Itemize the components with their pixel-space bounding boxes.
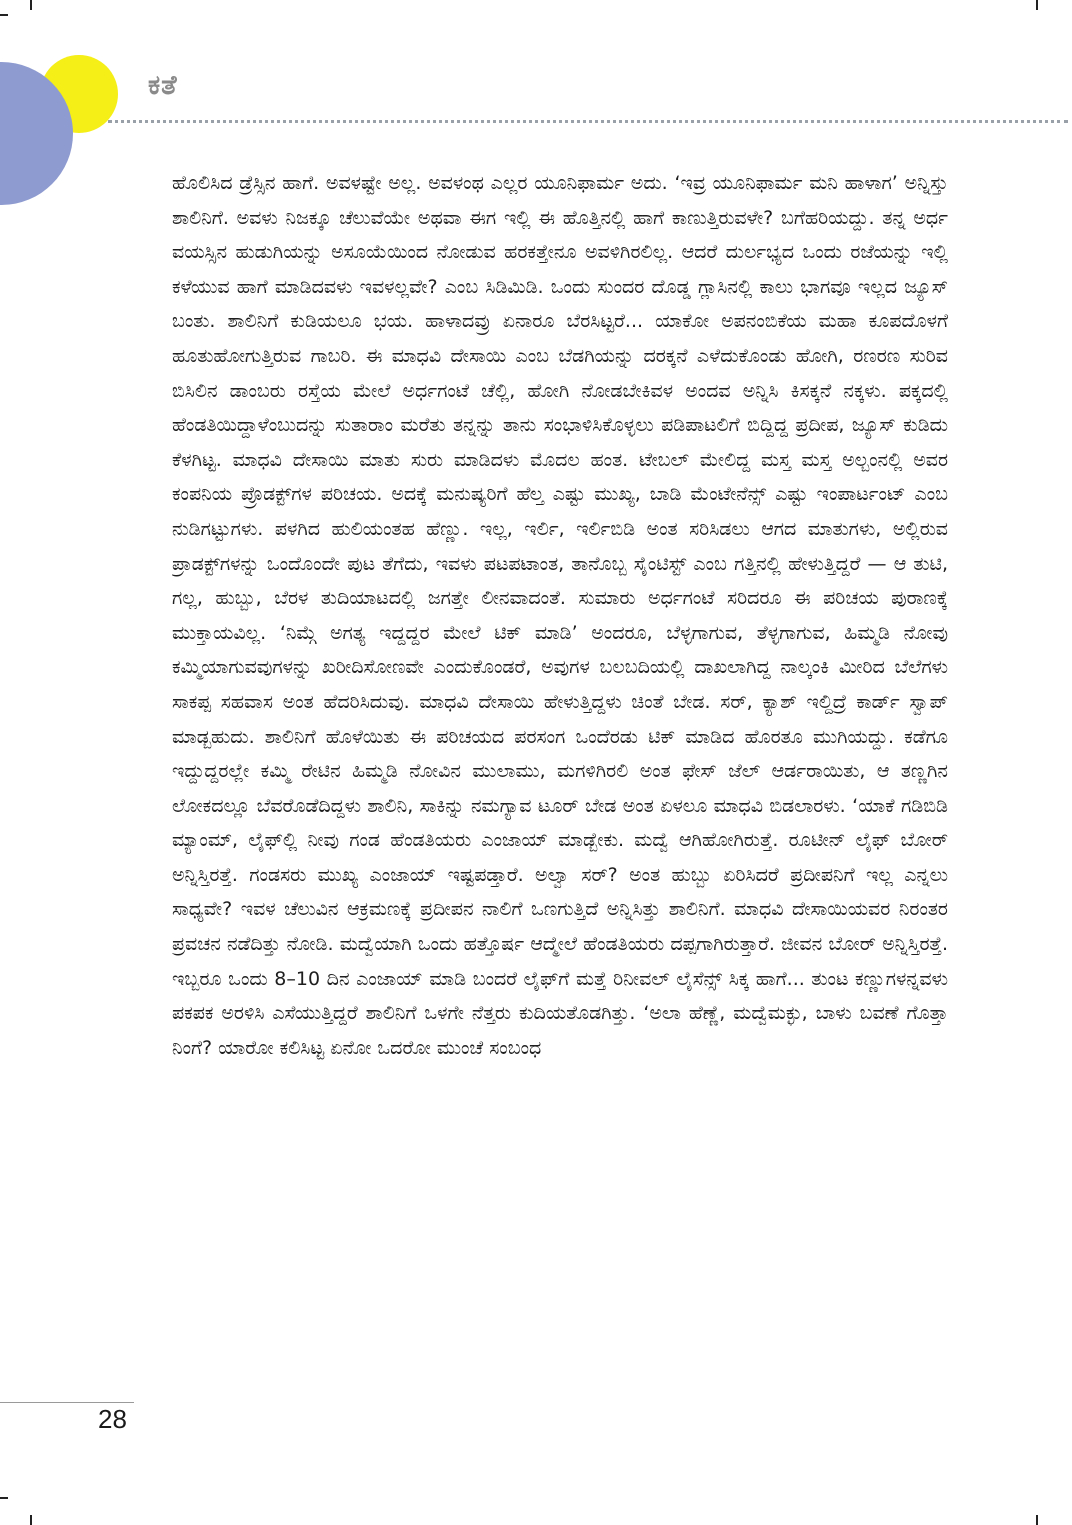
section-title: ಕತೆ <box>148 70 178 101</box>
story-body-text <box>172 166 948 1396</box>
crop-mark-top-left <box>30 0 32 10</box>
header-dotted-divider <box>108 120 1068 123</box>
crop-mark-top-right <box>1036 0 1038 10</box>
crop-mark-bottom-left-side <box>0 1497 8 1499</box>
crop-mark-top-left-side <box>0 14 8 16</box>
story-paragraph: ಹೊಲಿಸಿದ ಡ್ರೆಸ್ಸಿನ ಹಾಗೆ. ಅವಳಷ್ಟೇ ಅಲ್ಲ. ಅವಳಂಥ ಎಲ್ಲರ ಯೂನಿಫಾರ್ಮ ಅದು. ‘ಇವ್ರ ಯೂನಿಫಾರ್ಮ ಮನಿ ಹಾಳಾಗ’ ಅನ್ನಿಸ್ತು ಶಾಲಿನಿಗೆ. ಅವಳು ನಿಜಕ್ಕೂ ಚೆಲುವೆಯೇ ಅಥವಾ ಈಗ ಇಲ್ಲಿ ಈ ಹೊತ್ತಿನಲ್ಲಿ ಹಾಗೆ ಕಾಣುತ್ತಿರುವಳೇ? ಬಗೆಹರಿಯದ್ದು. ತನ್ನ ಅರ್ಧ ವಯಸ್ಸಿನ ಹುಡುಗಿಯನ್ನು ಅಸೂಯೆಯಿಂದ ನೋಡುವ ಹರಕತ್ತೇನೂ ಅವಳಿಗಿರಲಿಲ್ಲ. ಆದರೆ ದುರ್ಲಭ್ಯದ ಒಂದು ರಜೆಯನ್ನು ಇಲ್ಲಿ ಕಳೆಯುವ ಹಾಗೆ ಮಾಡಿದವಳು ಇವಳಲ್ಲವೇ? ಎಂಬ ಸಿಡಿಮಿಡಿ. ಒಂದು ಸುಂದರ ದೊಡ್ಡ ಗ್ಲಾಸಿನಲ್ಲಿ ಕಾಲು ಭಾಗವೂ ಇಲ್ಲದ ಜ್ಯೂಸ್ ಬಂತು. ಶಾಲಿನಿಗೆ ಕುಡಿಯಲೂ ಭಯ. ಹಾಳಾದವ್ರು ಏನಾರೂ ಬೆರಸಿಟ್ಟರೆ... ಯಾಕೋ ಅಪನಂಬಿಕೆಯ ಮಹಾ ಕೂಪದೊಳಗೆ ಹೂತುಹೋಗುತ್ತಿರುವ ಗಾಬರಿ. ಈ ಮಾಧವಿ ದೇಸಾಯಿ ಎಂಬ ಬೆಡಗಿಯನ್ನು ದರಕ್ಕನೆ ಎಳೆದುಕೊಂಡು ಹೋಗಿ, ರಣರಣ ಸುರಿವ ಬಿಸಿಲಿನ ಡಾಂಬರು ರಸ್ತೆಯ ಮೇಲೆ ಅರ್ಧಗಂಟೆ ಚೆಲ್ಲಿ, ಹೋಗಿ ನೋಡಬೇಕಿವಳ ಅಂದವ ಅನ್ನಿಸಿ ಕಿಸಕ್ಕನೆ ನಕ್ಕಳು. ಪಕ್ಕದಲ್ಲಿ ಹೆಂಡತಿಯಿದ್ದಾಳೆಂಬುದನ್ನು ಸುತಾರಾಂ ಮರೆತು ತನ್ನನ್ನು ತಾನು ಸಂಭಾಳಿಸಿಕೊಳ್ಳಲು ಪಡಿಪಾಟಲಿಗೆ ಬಿದ್ದಿದ್ದ ಪ್ರದೀಪ, ಜ್ಯೂಸ್ ಕುಡಿದು ಕೆಳಗಿಟ್ಟ. ಮಾಧವಿ ದೇಸಾಯಿ ಮಾತು ಸುರು ಮಾಡಿದಳು ಮೊದಲ ಹಂತ. ಟೇಬಲ್ ಮೇಲಿದ್ದ ಮಸ್ತ ಮಸ್ತ ಅಲ್ಬಂನಲ್ಲಿ ಅವರ ಕಂಪನಿಯ ಪ್ರೊಡಕ್ಟ್‌ಗಳ ಪರಿಚಯ. ಅದಕ್ಕೆ ಮನುಷ್ಯರಿಗೆ ಹೆಲ್ತ ಎಷ್ಟು ಮುಖ್ಯ, ಬಾಡಿ ಮೆಂಟೇನೆನ್ಸ್ ಎಷ್ಟು ಇಂಪಾರ್ಟಂಟ್ ಎಂಬ ನುಡಿಗಟ್ಟುಗಳು. ಪಳಗಿದ ಹುಲಿಯಂತಹ ಹೆಣ್ಣು. ಇಲ್ಲ, ಇರ್ಲಿ, ಇರ್ಲಿಬಿಡಿ ಅಂತ ಸರಿಸಿಡಲು ಆಗದ ಮಾತುಗಳು, ಅಲ್ಲಿರುವ ಪ್ರಾಡಕ್ಟ್‌ಗಳನ್ನು ಒಂದೊಂದೇ ಪುಟ ತೆಗೆದು, ಇವಳು ಪಟಪಟಾಂತ, ತಾನೊಬ್ಬ ಸೈಂಟಿಸ್ಟ್ ಎಂಬ ಗತ್ತಿನಲ್ಲಿ ಹೇಳುತ್ತಿದ್ದರೆ — ಆ ತುಟಿ, ಗಲ್ಲ, ಹುಬ್ಬು, ಬೆರಳ ತುದಿಯಾಟದಲ್ಲಿ ಜಗತ್ತೇ ಲೀನವಾದಂತೆ. ಸುಮಾರು ಅರ್ಧಗಂಟೆ ಸರಿದರೂ ಈ ಪರಿಚಯ ಪುರಾಣಕ್ಕೆ ಮುಕ್ತಾಯವಿಲ್ಲ. ‘ನಿಮ್ಗೆ ಅಗತ್ಯ ಇದ್ದದ್ದರ ಮೇಲೆ ಟಿಕ್ ಮಾಡಿ’ ಅಂದರೂ, ಬೆಳ್ಳಗಾಗುವ, ತೆಳ್ಳಗಾಗುವ, ಹಿಮ್ಮಡಿ ನೋವು ಕಮ್ಮಿಯಾಗುವವುಗಳನ್ನು ಖರೀದಿಸೋಣವೇ ಎಂದುಕೊಂಡರೆ, ಅವುಗಳ ಬಲಬದಿಯಲ್ಲಿ ದಾಖಲಾಗಿದ್ದ ನಾಲ್ಕಂಕಿ ಮೀರಿದ ಬೆಲೆಗಳು ಸಾಕಪ್ಪ ಸಹವಾಸ ಅಂತ ಹೆದರಿಸಿದುವು. ಮಾಧವಿ ದೇಸಾಯಿ ಹೇಳುತ್ತಿದ್ದಳು ಚಿಂತೆ ಬೇಡ. ಸರ್, ಕ್ಯಾಶ್ ಇಲ್ದಿದ್ರೆ ಕಾರ್ಡ್ ಸ್ವಾಪ್ ಮಾಡ್ಬಹುದು. ಶಾಲಿನಿಗೆ ಹೊಳೆಯಿತು ಈ ಪರಿಚಯದ ಪರಸಂಗ ಒಂದೆರಡು ಟಿಕ್ ಮಾಡಿದ ಹೊರತೂ ಮುಗಿಯದ್ದು. ಕಡೆಗೂ ಇದ್ದುದ್ದರಲ್ಲೇ ಕಮ್ಮಿ ರೇಟಿನ ಹಿಮ್ಮಡಿ ನೋವಿನ ಮುಲಾಮು, ಮಗಳಿಗಿರಲಿ ಅಂತ ಫೇಸ್ ಜೆಲ್ ಆರ್ಡರಾಯಿತು, ಆ ತಣ್ಣಗಿನ ಲೋಕದಲ್ಲೂ ಬೆವರೊಡೆದಿದ್ದಳು ಶಾಲಿನಿ, ಸಾಕಿನ್ನು ನಮಗ್ಯಾವ ಟೂರ್ ಬೇಡ ಅಂತ ಏಳಲೂ ಮಾಧವಿ ಬಿಡಲಾರಳು. ‘ಯಾಕೆ ಗಡಿಬಿಡಿ ಮ್ಯಾಂಮ್, ಲೈಫ್‌ಲ್ಲಿ ನೀವು ಗಂಡ ಹೆಂಡತಿಯರು ಎಂಜಾಯ್ ಮಾಡ್ಬೇಕು. ಮದ್ವೆ ಆಗಿಹೋಗಿರುತ್ತೆ. ರೂಟೀನ್ ಲೈಫ್ ಬೋರ್ ಅನ್ನಿಸ್ತಿರತ್ತೆ. ಗಂಡಸರು ಮುಖ್ಯ ಎಂಜಾಯ್ ಇಷ್ಟಪಡ್ತಾರೆ. ಅಲ್ವಾ ಸರ್? ಅಂತ ಹುಬ್ಬು ಏರಿಸಿದರೆ ಪ್ರದೀಪನಿಗೆ ಇಲ್ಲ ಎನ್ನಲು ಸಾಧ್ಯವೇ? ಇವಳ ಚೆಲುವಿನ ಆಕ್ರಮಣಕ್ಕೆ ಪ್ರದೀಪನ ನಾಲಿಗೆ ಒಣಗುತ್ತಿದೆ ಅನ್ನಿಸಿತ್ತು ಶಾಲಿನಿಗೆ. ಮಾಧವಿ ದೇಸಾಯಿಯವರ ನಿರಂತರ ಪ್ರವಚನ ನಡೆದಿತ್ತು ನೋಡಿ. ಮದ್ವೆಯಾಗಿ ಒಂದು ಹತ್ತೊರ್ಷ ಆದ್ಮೇಲೆ ಹೆಂಡತಿಯರು ದಪ್ಪಗಾಗಿರುತ್ತಾರೆ. ಜೀವನ ಬೋರ್ ಅನ್ನಿಸ್ತಿರತ್ತೆ. ಇಬ್ಬರೂ ಒಂದು 8–10 ದಿನ ಎಂಜಾಯ್ ಮಾಡಿ ಬಂದರೆ ಲೈಫ್‌ಗೆ ಮತ್ತೆ ರಿನೀವಲ್ ಲೈಸೆನ್ಸ್ ಸಿಕ್ಕ ಹಾಗೆ... ತುಂಟ ಕಣ್ಣುಗಳನ್ನವಳು ಪಕಪಕ ಅರಳಿಸಿ ಎಸೆಯುತ್ತಿದ್ದರೆ ಶಾಲಿನಿಗೆ ಒಳಗೇ ನೆತ್ತರು ಕುದಿಯತೊಡಗಿತ್ತು. ‘ಅಲಾ ಹೆಣ್ಣೆ, ಮದ್ವೆಮಕ್ಳು, ಬಾಳು ಬವಣೆ ಗೊತ್ತಾ ನಿಂಗೆ? ಯಾರೋ ಕಲಿಸಿಟ್ಟ ಏನೋ ಒದರೋ ಮುಂಚೆ ಸಂಬಂಧ <box>172 172 948 1059</box>
footer-divider <box>0 1402 134 1403</box>
crop-mark-bottom-right <box>1036 1515 1038 1525</box>
crop-mark-bottom-left <box>30 1515 32 1525</box>
page-number: 28 <box>98 1404 127 1434</box>
